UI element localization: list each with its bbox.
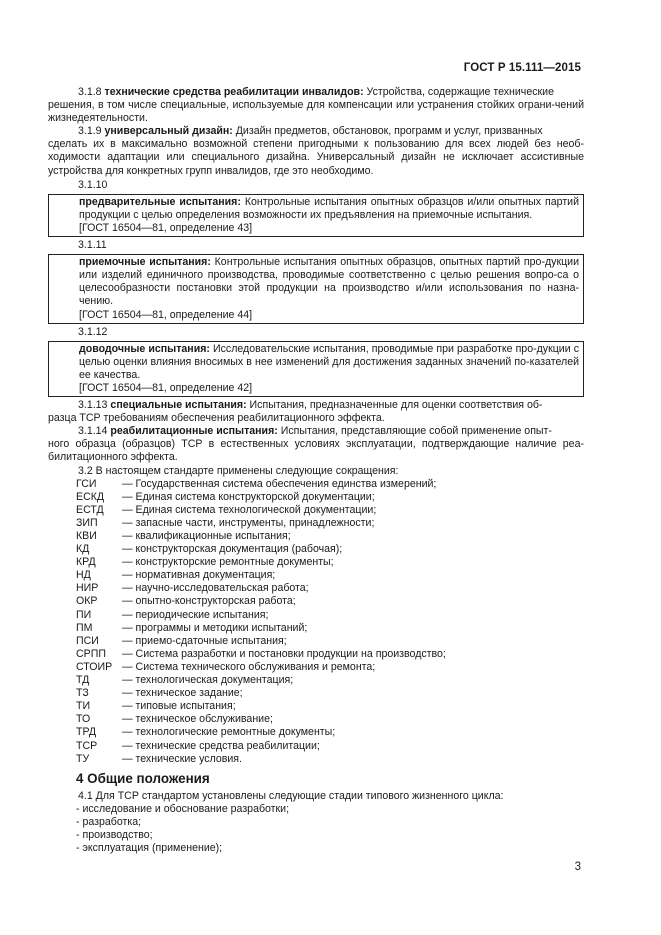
list-item: - производство; xyxy=(76,828,153,841)
definition-3-1-14 xyxy=(48,425,584,464)
abbreviation: ЕСТД xyxy=(76,503,104,516)
item-number-3-1-11: 3.1.11 xyxy=(78,239,107,252)
abbreviation: КВИ xyxy=(76,530,97,542)
abbreviation-row xyxy=(76,687,584,700)
abbreviation: ТИ xyxy=(76,700,91,713)
abbreviation: ЕСКД xyxy=(76,490,105,503)
abbreviation: ПМ xyxy=(76,621,93,634)
page-number: 3 xyxy=(574,861,581,873)
item-number: 3.1.13 xyxy=(78,399,108,412)
abbreviation: ПСИ xyxy=(76,634,99,647)
abbreviation-meaning: — опытно-конструкторская работа; xyxy=(122,595,296,608)
abbreviation-meaning: — Система технического обслуживания и ремонта; xyxy=(122,660,376,673)
abbreviation: СРПП xyxy=(76,647,106,660)
definition-text: Контрольные испытания опытных образцов, опытных партий про-дукции или изделий единичного производства, проводимые соответственно с целью решения вопро-са о целесообразности постановки этой продукции на производство и/или использования по назна-чению. xyxy=(79,256,579,308)
definition-text: Исследовательские испытания, проводимые при разработке про-дукции с целью оценки влияния вносимых в нее изменений для достижения заданных значений по-казателей ее качества. xyxy=(79,342,579,381)
abbreviation-row xyxy=(76,753,584,766)
definition-continuation: решения, в том числе специальные, используемые для компенсации или устранения стойких ограни-чений жизнедеятельности. xyxy=(48,99,584,125)
section-intro: 4.1 Для ТСР стандартом установлены следующие стадии типового жизненного цикла: xyxy=(78,789,504,802)
item-number: 3.1.8 xyxy=(78,86,102,98)
abbreviation-meaning: — приемо-сдаточные испытания; xyxy=(122,634,287,647)
abbreviation-meaning: — конструкторская документация (рабочая); xyxy=(122,543,343,556)
abbreviation-meaning: — программы и методики испытаний; xyxy=(122,621,308,634)
abbreviation-meaning: — Единая система конструкторской документации; xyxy=(122,490,375,503)
source-reference: [ГОСТ 16504—81, определение 43] xyxy=(79,221,253,234)
definition-3-1-8 xyxy=(48,86,584,125)
abbreviation-row xyxy=(76,635,584,648)
definition-continuation: разца ТСР требованиям обеспечения реабилитационного эффекта. xyxy=(48,412,385,425)
abbreviation-meaning: — технологические ремонтные документы; xyxy=(122,726,336,739)
abbreviation: ТРД xyxy=(76,726,97,739)
abbreviation-row xyxy=(76,517,584,530)
definition-text: Испытания, предназначенные для оценки соответствия об- xyxy=(246,399,543,412)
definition-3-1-9 xyxy=(48,125,584,177)
item-number-3-1-10: 3.1.10 xyxy=(78,178,108,191)
abbreviation-row xyxy=(76,530,584,543)
abbreviation-row xyxy=(76,648,584,661)
term: реабилитационные испытания: xyxy=(110,425,278,438)
abbreviation-row xyxy=(76,609,584,622)
abbreviation: КД xyxy=(76,543,90,556)
definition-text: Дизайн предметов, обстановок, программ и услуг, призванных xyxy=(232,125,543,138)
abbreviation: ТЗ xyxy=(76,687,89,700)
abbreviation: ТСР xyxy=(76,739,98,752)
abbreviation: КРД xyxy=(76,556,96,569)
item-number: 3.1.14 xyxy=(78,425,108,438)
abbreviation-row xyxy=(76,700,584,713)
abbreviation-row xyxy=(76,491,584,504)
source-reference: [ГОСТ 16504—81, определение 42] xyxy=(79,381,253,394)
abbreviation-meaning: — технические средства реабилитации; xyxy=(122,739,320,752)
abbreviation-meaning: — Система разработки и постановки продукции на производство; xyxy=(122,647,446,660)
abbreviation: ТУ xyxy=(76,752,90,765)
abbreviation-meaning: — технические условия. xyxy=(122,752,242,765)
definition-continuation: сделать их в максимально возможной степени пригодными к пользованию для всех людей без необ-ходимости адаптации или специального дизайна. Универсальный дизайн не исключает ассистивные устройства для конкретных групп инвалидов, где это необходимо. xyxy=(48,138,584,177)
abbreviation-row xyxy=(76,661,584,674)
source-reference: [ГОСТ 16504—81, определение 44] xyxy=(79,308,253,321)
abbreviation-meaning: — нормативная документация; xyxy=(122,569,276,582)
list-item: - разработка; xyxy=(76,815,142,828)
abbreviation-row xyxy=(76,674,584,687)
boxed-definition-3-1-12 xyxy=(48,341,584,397)
item-number-3-1-12: 3.1.12 xyxy=(78,325,108,338)
term: универсальный дизайн: xyxy=(104,125,233,138)
abbreviation-meaning: — запасные части, инструменты, принадлежности; xyxy=(122,516,375,529)
definition-text: Испытания, представляющие собой применение опыт- xyxy=(277,425,552,438)
abbreviation-meaning: — периодические испытания; xyxy=(122,608,269,621)
abbreviation: ПИ xyxy=(76,608,92,621)
boxed-definition-3-1-10 xyxy=(48,194,584,237)
abbreviation-row xyxy=(76,595,584,608)
abbreviation: НД xyxy=(76,569,91,582)
abbreviation-meaning: — научно-исследовательская работа; xyxy=(122,582,309,595)
definition-3-1-13 xyxy=(48,399,584,425)
abbreviation-row xyxy=(76,556,584,569)
term: предварительные испытания: xyxy=(79,195,241,208)
abbreviation-meaning: — Государственная система обеспечения единства измерений; xyxy=(122,477,437,490)
abbreviation-row xyxy=(76,622,584,635)
definition-continuation: ного образца (образцов) ТСР в естественных условиях эксплуатации, подтверждающие наличие реа-билитационного эффекта. xyxy=(48,438,584,464)
abbreviation: ОКР xyxy=(76,595,98,608)
section-heading: 4 Общие положения xyxy=(76,770,210,786)
abbreviation-row xyxy=(76,478,584,491)
term: специальные испытания: xyxy=(110,399,247,412)
abbreviation-meaning: — технологическая документация; xyxy=(122,674,294,687)
abbreviation-meaning: — Единая система технологической документации; xyxy=(122,503,377,516)
term: доводочные испытания: xyxy=(79,342,210,355)
term: технические средства реабилитации инвалидов: xyxy=(104,86,364,98)
abbreviation-row xyxy=(76,504,584,517)
abbreviation-meaning: — техническое обслуживание; xyxy=(122,713,273,726)
item-number: 3.1.9 xyxy=(78,125,102,138)
abbreviation-meaning: — типовые испытания; xyxy=(122,700,236,713)
abbreviation-meaning: — конструкторские ремонтные документы; xyxy=(122,556,334,569)
document-id-header: ГОСТ Р 15.111—2015 xyxy=(463,62,581,74)
abbreviation: ЗИП xyxy=(76,516,98,529)
abbreviation: НИР xyxy=(76,582,99,595)
definition-text: Устройства, содержащие технические xyxy=(363,86,554,98)
abbreviation-row xyxy=(76,726,584,739)
abbreviation: СТОИР xyxy=(76,660,113,673)
abbreviation-row xyxy=(76,543,584,556)
abbreviation-row xyxy=(76,582,584,595)
boxed-definition-3-1-11 xyxy=(48,254,584,323)
abbreviations-list xyxy=(76,478,584,766)
abbreviation-meaning: — техническое задание; xyxy=(122,687,243,700)
abbreviation-row xyxy=(76,740,584,753)
page-content xyxy=(48,86,584,855)
list-item: - эксплуатация (применение); xyxy=(76,842,223,855)
abbreviation: ТД xyxy=(76,674,90,687)
abbreviations-intro: 3.2 В настоящем стандарте применены следующие сокращения: xyxy=(78,464,399,477)
list-item: - исследование и обоснование разработки; xyxy=(76,802,290,815)
abbreviation-row xyxy=(76,713,584,726)
abbreviation-meaning: — квалификационные испытания; xyxy=(122,530,291,542)
abbreviation: ТО xyxy=(76,713,91,726)
abbreviation: ГСИ xyxy=(76,477,97,490)
abbreviation-row xyxy=(76,569,584,582)
definition-text: Контрольные испытания опытных образцов и/или опытных партий продукции с целью определения возможности их предъявления на приемочные испытания. xyxy=(79,195,580,221)
term: приемочные испытания: xyxy=(79,256,211,269)
